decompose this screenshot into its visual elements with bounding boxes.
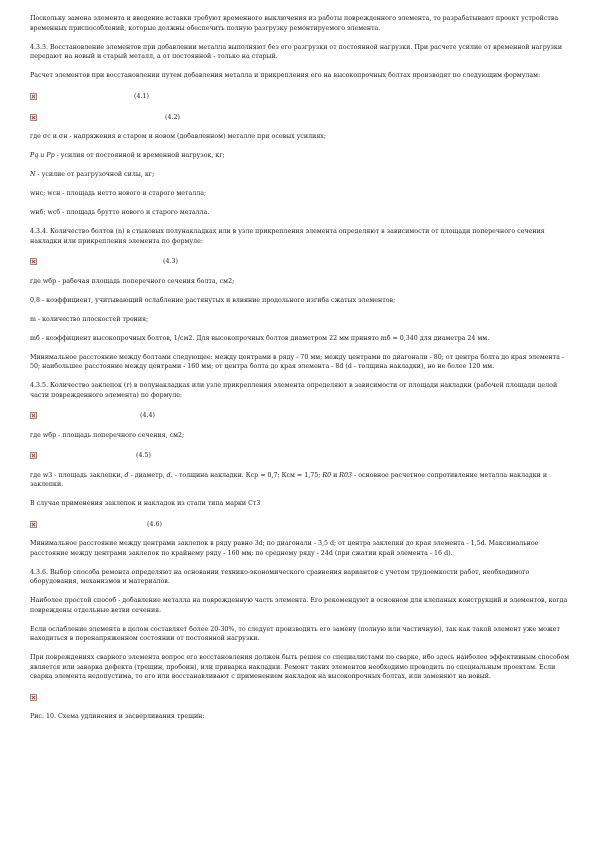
formula-4-3 bbox=[30, 256, 575, 268]
paragraph-gross-area: wнб; wсб - площадь брутто нового и старого металла. bbox=[30, 209, 210, 216]
formula-4-6 bbox=[30, 518, 575, 530]
formula-4-4 bbox=[30, 410, 575, 422]
paragraph-simple-method: Наиболее простой способ - добавление металла на поврежденную часть элемента. Его рекомендуют в основном для клепаных конструкций и элементов, когда повреждены отдельные ветви сечения. bbox=[30, 597, 568, 614]
force-text: - усилие от разгрузочной силы, кг; bbox=[35, 171, 155, 178]
paragraph-replacement-intro: Поскольку замена элемента и введение вставки требуют временного выключения из работы поврежденного элемента, то разрабатывают проект устройства временных приспособлений, которые должны обеспечить полную разгрузку ремонтируемого элемента. bbox=[30, 15, 559, 32]
rivet-symbol-d2: d bbox=[166, 471, 171, 479]
paragraph-stress-definition: где σс и σн - напряжения в старом и новом (добавленном) металле при осевых усилиях; bbox=[30, 133, 326, 140]
figure-10-image bbox=[30, 691, 575, 703]
paragraph-st3-steel: В случае применения заклепок и накладок из стали типа марки Ст3 bbox=[30, 500, 261, 507]
paragraph-replacement-threshold: Если ослабление элемента в целом составляет более 20-30%, то следует производить его замену (полную или частичную), так как такой элемент уже может находиться в перенапряженном состоянии от постоянной нагрузки. bbox=[30, 625, 560, 642]
formula-4-1 bbox=[30, 90, 575, 102]
formula-number: (4.4) bbox=[140, 412, 155, 419]
paragraph-friction-planes: m - количество плоскостей трения; bbox=[30, 315, 149, 323]
loads-text: - усилия от постоянной и временной нагрузок, кг; bbox=[54, 152, 225, 159]
rivet-symbol-d: d bbox=[124, 471, 129, 479]
rivet-text-g: и bbox=[331, 471, 340, 479]
paragraph-bolt-area: где wбр - рабочая площадь поперечного сечения болта, см2; bbox=[30, 277, 235, 285]
rivet-text-i: - основное расчетное сопротивление металла накладки и заклепки. bbox=[30, 471, 548, 488]
paragraph-4-3-6: 4.3.6. Выбор способа ремонта определяют на основании технико-экономического сравнения вариантов с учетом трудоемкости работ, необходимого оборудования, механизмов и материалов. bbox=[30, 568, 530, 585]
rivet-text-a: где w3 - площадь заклепки, bbox=[30, 471, 125, 479]
broken-image-icon bbox=[30, 521, 37, 528]
paragraph-coefficient-08: 0,8 - коэффициент, учитывающий ослабление растянутых и влияние продольного изгиба сжатых элементов; bbox=[30, 296, 396, 304]
paragraph-calc-intro: Расчет элементов при восстановлении путем добавления металла и прикрепления его на высокопрочных болтах производят по следующим формулам: bbox=[30, 72, 541, 79]
broken-image-icon bbox=[30, 258, 37, 265]
formula-4-5 bbox=[30, 450, 575, 462]
force-symbol: N bbox=[30, 171, 36, 178]
paragraph-net-area: wнс; wсн - площадь нетто нового и старого металла; bbox=[30, 190, 207, 197]
paragraph-4-3-3: 4.3.3. Восстановление элементов при добавлении металла выполняют без его разгрузки от постоянной нагрузки. При расчете усилие от временной нагрузки передают на новый и старый металл, а от постоянной - только на старый. bbox=[30, 43, 563, 60]
formula-number: (4.3) bbox=[163, 258, 178, 265]
broken-image-icon bbox=[30, 93, 37, 100]
paragraph-section-area: где wбр - площадь поперечного сечения, см2; bbox=[30, 431, 185, 439]
formula-number: (4.1) bbox=[134, 92, 149, 100]
rivet-symbol-r0: R0 bbox=[322, 471, 332, 479]
rivet-symbol-r03: R03 bbox=[339, 471, 353, 479]
paragraph-4-3-4: 4.3.4. Количество болтов (n) в стыковых полунакладках или в узле прикрепления элемента определяют в зависимости от площади поперечного сечения накладки или прикрепления элемента по формуле: bbox=[30, 228, 545, 245]
rivet-text-c: - диаметр, bbox=[128, 471, 167, 479]
rivet-text-e: . - толщина накладки. Кср = 0,7; Ксм = 1,75; bbox=[170, 471, 323, 479]
document-body bbox=[30, 14, 575, 731]
paragraph-loads-definition bbox=[30, 151, 575, 161]
loads-symbol: Pq и Pp bbox=[30, 152, 55, 159]
broken-image-icon bbox=[30, 694, 37, 701]
paragraph-4-3-5: 4.3.5. Количество заклепок (r) в полунакладках или узле прикрепления элемента определяют в зависимости от площади накладки (рабочей площади целой части поврежденного элемента) по формуле: bbox=[30, 382, 558, 399]
formula-4-2 bbox=[30, 111, 575, 123]
paragraph-force-definition bbox=[30, 170, 575, 180]
formula-number: (4.6) bbox=[147, 520, 162, 528]
paragraph-welded-elements: При повреждениях сварного элемента вопрос его восстановления должен быть решен со специалистами по сварке, ибо здесь наиболее эффективным способом является или заварка дефекта (трещин, пробоин), или приварка накладки. Ремонт таких элементов необходимо проводить по специальным проектам. Если сварка элемента недопустима, то его или восстанавливают с применением накладок на высокопрочных болтах, или заменяют на новый. bbox=[30, 654, 570, 680]
figure-10-caption: Рис. 10. Схема удлинения и засверливания трещин: bbox=[30, 713, 205, 720]
broken-image-icon bbox=[30, 412, 37, 419]
broken-image-icon bbox=[30, 114, 37, 121]
broken-image-icon bbox=[30, 452, 37, 459]
paragraph-bolt-spacing: Минимальное расстояние между болтами следующее: между центрами в ряду - 70 мм; между центрами по диагонали - 80; от центра болта до края элемента - 50; наибольшее расстояние между центрами - 160 мм; от центра болта до края элемента - 8d (d - толщина накладки), но не более 120 мм. bbox=[30, 353, 565, 370]
formula-number: (4.2) bbox=[165, 113, 180, 121]
paragraph-rivet-definitions bbox=[30, 471, 575, 490]
paragraph-bolt-coefficient: mб - коэффициент высокопрочных болтов, 1/см2. Для высокопрочных болтов диаметром 22 мм принято mб = 0,340 для диаметра 24 мм. bbox=[30, 334, 490, 342]
formula-number: (4.5) bbox=[136, 452, 151, 459]
paragraph-rivet-spacing: Минимальное расстояние между центрами заклепок в ряду равно 3d; по диагонали - 3,5 d; от центра заклепки до края элемента - 1,5d. Максимальное расстояние между центрами заклепок по крайнему ряду - 160 мм; по среднему ряду - 24d (при сжатии край элемента - 16 d). bbox=[30, 540, 539, 557]
